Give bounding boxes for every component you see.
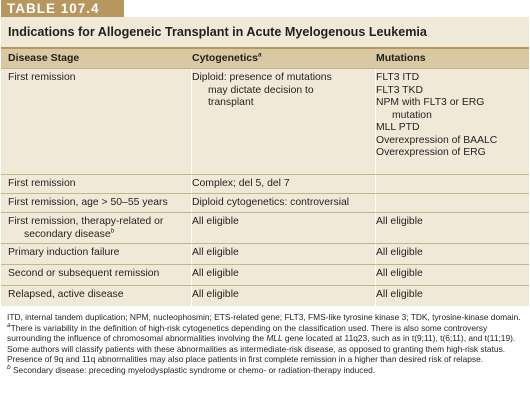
row-mutations: All eligible xyxy=(376,268,423,279)
cyto-line: may dictate decision to xyxy=(208,84,314,96)
footnote-b-text: Secondary disease: preceding myelodysplastic syndrome or chemo- or radiation-therapy induced. xyxy=(10,364,376,375)
header-cytogenetics xyxy=(192,49,262,68)
mutation-item: NPM with FLT3 or ERG xyxy=(376,97,485,108)
table-row xyxy=(1,68,529,174)
header-disease-stage: Disease Stage xyxy=(8,52,80,64)
row-stage: First remission xyxy=(8,72,76,83)
stage-line: First remission, therapy-related or xyxy=(8,216,164,227)
table-row xyxy=(1,243,529,264)
footnote-a-gene: MLL xyxy=(266,333,283,344)
row-stage: First remission, age > 50–55 years xyxy=(8,197,168,208)
cyto-line: transplant xyxy=(208,97,254,108)
row-stage: First remission xyxy=(8,178,76,189)
table-row xyxy=(1,193,529,212)
stage-line xyxy=(8,229,186,242)
table-number-tab: TABLE 107.4 xyxy=(1,0,124,17)
footnote-a-mark: a xyxy=(7,321,11,329)
mutation-item: MLL PTD xyxy=(376,122,420,133)
cyto-line: Diploid: presence of mutations xyxy=(192,72,332,83)
header-cytogenetics-label: Cytogenetics xyxy=(192,52,258,64)
row-mutations: All eligible xyxy=(376,216,423,227)
row-mutations: All eligible xyxy=(376,289,423,300)
table-row xyxy=(1,174,529,193)
table-row xyxy=(1,264,529,285)
row-mutations: All eligible xyxy=(376,247,423,258)
mutation-item: Overexpression of ERG xyxy=(376,147,486,158)
row-cytogenetics: Diploid cytogenetics: controversial xyxy=(192,197,350,208)
header-mutations: Mutations xyxy=(376,52,426,64)
footnote-b xyxy=(7,365,527,376)
footnote-a-marker: a xyxy=(257,51,262,59)
mutation-item: mutation xyxy=(392,109,432,121)
row-cytogenetics xyxy=(192,72,366,110)
footnote-a xyxy=(7,323,527,365)
table-row xyxy=(1,285,529,306)
row-cytogenetics: All eligible xyxy=(192,268,239,279)
row-mutations xyxy=(376,72,526,160)
row-stage: Primary induction failure xyxy=(8,247,120,258)
table-row xyxy=(1,212,529,243)
mutation-item: Overexpression of BAALC xyxy=(376,134,498,146)
row-stage: Second or subsequent remission xyxy=(8,268,160,279)
footnote-a-text: gene located at 11q23, such as in t(9;11), t(6;11), and t(11;19). Some authors will classify patients with these abnormalities as intermediate-risk disease, as opposed to granting them high-risk status. Presence of 9q and 11q abnormalities may also place patients in first complete remission in a higher than desired risk of relapse. xyxy=(7,333,516,365)
row-cytogenetics: Complex; del 5, del 7 xyxy=(192,178,290,189)
footnote-a-text: There is variability in the definition of high-risk cytogenetics depending on the classification used. There is also some controversy surrounding the influence of chromosomal abnormalities involving the xyxy=(7,322,488,344)
table-footnotes xyxy=(7,312,527,376)
stage-line-text: secondary disease xyxy=(24,228,111,240)
table-title: Indications for Allogeneic Transplant in Acute Myelogenous Leukemia xyxy=(8,25,427,39)
row-cytogenetics: All eligible xyxy=(192,216,239,227)
footnote-b-marker: b xyxy=(110,227,115,235)
row-cytogenetics: All eligible xyxy=(192,289,239,300)
row-cytogenetics: All eligible xyxy=(192,247,239,258)
mutation-item: FLT3 ITD xyxy=(376,72,420,83)
footnote-abbreviations: ITD, internal tandem duplication; NPM, nucleophosmin; ETS-related gene; FLT3, FMS-like tyrosine kinase 3; TDK, tyrosine-kinase domain. xyxy=(7,312,521,322)
row-stage: Relapsed, active disease xyxy=(8,289,124,300)
row-stage xyxy=(8,216,186,241)
table-header-row xyxy=(1,49,529,68)
mutation-item: FLT3 TKD xyxy=(376,84,423,96)
footnote-b-mark: b xyxy=(7,364,11,372)
